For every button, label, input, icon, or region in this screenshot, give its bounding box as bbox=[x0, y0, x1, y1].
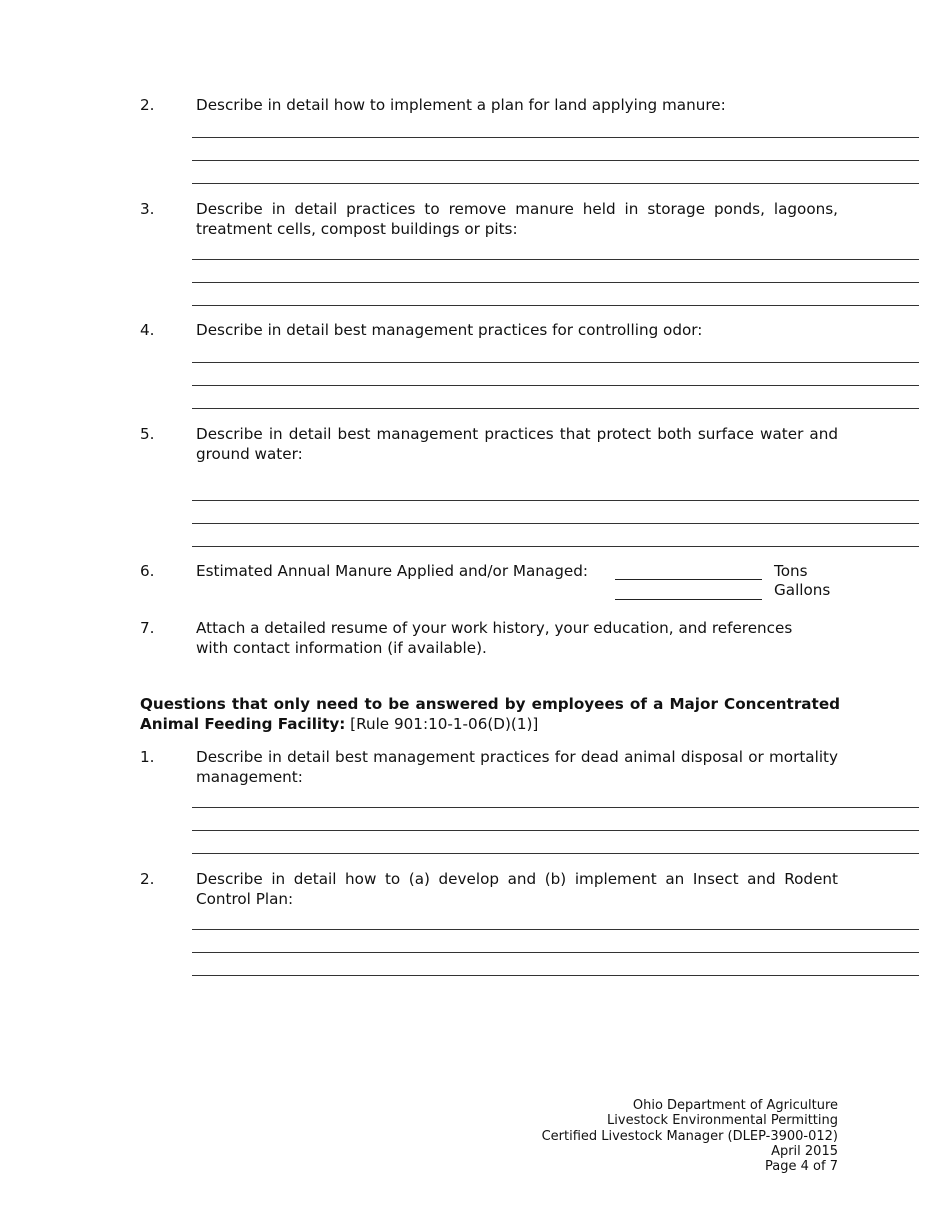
answer-line[interactable] bbox=[192, 853, 919, 854]
tons-unit: Tons bbox=[774, 562, 808, 580]
answer-line[interactable] bbox=[192, 305, 919, 306]
gallons-blank[interactable] bbox=[615, 583, 762, 600]
tons-blank[interactable] bbox=[615, 563, 762, 580]
answer-line[interactable] bbox=[192, 952, 919, 953]
question-text: Describe in detail best management practices for dead animal disposal or mortality management: bbox=[196, 748, 838, 786]
footer-division: Livestock Environmental Permitting bbox=[607, 1113, 838, 1129]
answer-line[interactable] bbox=[192, 523, 919, 524]
answer-line[interactable] bbox=[192, 408, 919, 409]
answer-line[interactable] bbox=[192, 975, 919, 976]
footer-form-id: Certified Livestock Manager (DLEP-3900-012) bbox=[541, 1128, 838, 1144]
question-number: 7. bbox=[140, 619, 155, 637]
section-heading-bold: Questions that only need to be answered by employees of a Major Concentrated Animal Feeding Facility: bbox=[140, 695, 840, 733]
question-number: 2. bbox=[140, 870, 155, 888]
question-text: Attach a detailed resume of your work history, your education, and references with contact information (if available). bbox=[196, 619, 793, 657]
question-text: Describe in detail best management practices that protect both surface water and ground water: bbox=[196, 425, 838, 463]
answer-line[interactable] bbox=[192, 282, 919, 283]
question-text: Estimated Annual Manure Applied and/or Managed: bbox=[196, 562, 588, 580]
question-number: 3. bbox=[140, 200, 155, 218]
question-number: 1. bbox=[140, 748, 155, 766]
answer-line[interactable] bbox=[192, 500, 919, 501]
answer-line[interactable] bbox=[192, 362, 919, 363]
answer-line[interactable] bbox=[192, 160, 919, 161]
question-text: Describe in detail best management practices for controlling odor: bbox=[196, 321, 703, 339]
footer-date: April 2015 bbox=[771, 1143, 838, 1159]
answer-line[interactable] bbox=[192, 183, 919, 184]
footer-department: Ohio Department of Agriculture bbox=[632, 1098, 838, 1113]
question-text: Describe in detail how to (a) develop and (b) implement an Insect and Rodent Control Plan: bbox=[196, 870, 838, 908]
answer-line[interactable] bbox=[192, 807, 919, 808]
section-heading bbox=[140, 695, 840, 734]
answer-line[interactable] bbox=[192, 259, 919, 260]
question-number: 6. bbox=[140, 562, 155, 580]
gallons-unit: Gallons bbox=[774, 581, 831, 599]
answer-line[interactable] bbox=[192, 929, 919, 930]
question-number: 2. bbox=[140, 96, 155, 114]
question-number: 4. bbox=[140, 321, 155, 339]
question-number: 5. bbox=[140, 425, 155, 443]
section-heading-rule: [Rule 901:10-1-06(D)(1)] bbox=[350, 714, 539, 733]
answer-line[interactable] bbox=[192, 546, 919, 547]
question-text: Describe in detail how to implement a plan for land applying manure: bbox=[196, 96, 726, 114]
answer-line[interactable] bbox=[192, 830, 919, 831]
answer-line[interactable] bbox=[192, 137, 919, 138]
footer bbox=[542, 1098, 838, 1174]
answer-line[interactable] bbox=[192, 385, 919, 386]
question-text: Describe in detail practices to remove manure held in storage ponds, lagoons, treatment cells, compost buildings or pits: bbox=[196, 200, 838, 238]
footer-page-number: Page 4 of 7 bbox=[765, 1159, 838, 1175]
